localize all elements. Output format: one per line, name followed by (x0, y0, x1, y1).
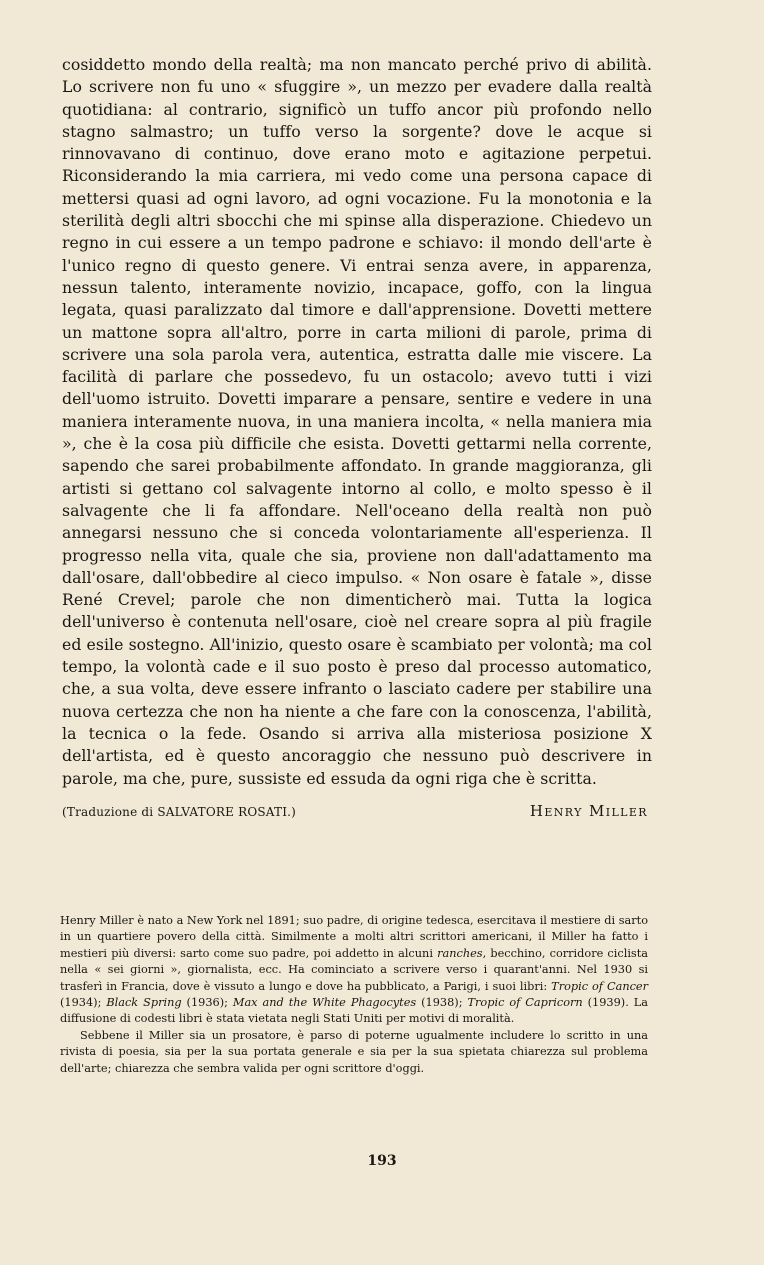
book-title: Tropic of Cancer (551, 979, 649, 993)
page-number: 193 (367, 1153, 397, 1169)
book-title: Tropic of Capricorn (467, 996, 583, 1010)
translator-credit: (Traduzione di SALVATORE ROSATI.) (62, 804, 297, 819)
author-signature: Henry Miller (529, 801, 648, 820)
note-paragraph-2: Sebbene il Miller sia un prosatore, è parso di poterne ugualmente includere lo scritto in una rivista di poesia, sia per la sua portata generale e sia per la sua spietata chiarezza sul problema dell'arte; chiarezza che sembra valida per ogni scrittore d'oggi. (60, 1028, 648, 1075)
note-text: Henry Miller è nato a New York nel 1891; suo padre, di origine tedesca, esercitava il mestiere di sarto in un quartiere povero della città. Similmente a molti altri scrittori americani, il Miller ha fatto i mestieri più diversi: sarto come suo padre, poi addetto in alcuni (60, 914, 648, 960)
book-year: (1934); (60, 996, 107, 1010)
credit-row (62, 802, 652, 820)
biographical-note (60, 913, 648, 1077)
note-paragraph-1 (60, 913, 648, 1028)
essay-body-text: cosiddetto mondo della realtà; ma non mancato perché privo di abilità. Lo scrivere non fu uno « sfuggire », un mezzo per evadere dalla realtà quotidiana: al contrario, significò un tuffo ancor più profondo nello stagno salmastro; un tuffo verso la sorgente? dove le acque si rinnovavano di continuo, dove erano moto e agitazione perpetui. Riconsiderando la mia carriera, mi vedo come una persona capace di mettersi quasi ad ogni lavoro, ad ogni vocazione. Fu la monotonia e la sterilità degli altri sbocchi che mi spinse alla disperazione. Chiedevo un regno in cui essere a un tempo padrone e schiavo: il mondo dell'arte è l'unico regno di questo genere. Vi entrai senza avere, in apparenza, nessun talento, interamente novizio, incapace, goffo, con la lingua legata, quasi paralizzato dal timore e dall'apprensione. Dovetti mettere un mattone sopra all'altro, porre in carta milioni di parole, prima di scrivere una sola parola vera, autentica, estratta dalle mie viscere. La facilità di parlare che possedevo, fu un ostacolo; avevo tutti i vizi dell'uomo istruito. Dovetti imparare a pensare, sentire e vedere in una maniera interamente nuova, in una maniera incolta, « nella maniera mia », che è la cosa più difficile che esista. Dovetti gettarmi nella corrente, sapendo che sarei probabilmente affondato. In grande maggioranza, gli artisti si gettano col salvagente intorno al collo, e molto spesso è il salvagente che li fa affondare. Nell'oceano della realtà non può annegarsi nessuno che si conceda volontariamente all'esperienza. Il progresso nella vita, quale che sia, proviene non dall'adattamento ma dall'osare, dall'obbedire al cieco impulso. « Non osare è fatale », disse René Crevel; parole che non dimenticherò mai. Tutta la logica dell'universo è contenuta nell'osare, cioè nel creare sopra al più fragile ed esile sostegno. All'inizio, questo osare è scambiato per volontà; ma col tempo, la volontà cade e il suo posto è preso dal processo automatico, che, a sua volta, deve essere infranto o lasciato cadere per stabilire una nuova certezza che non ha niente a che fare con la conoscenza, l'abilità, la tecnica o la fede. Osando si arriva alla misteriosa posizione X dell'artista, ed è questo ancoraggio che nessuno può descrivere in parole, ma che, pure, sussiste ed essuda da ogni riga che è scritta. (62, 55, 652, 788)
note-text: (1939). La diffusione di codesti libri è stata vietata negli Stati Uniti per motivi di moralità. (60, 996, 648, 1026)
note-italic-word: ranches (437, 946, 483, 960)
book-title: Max and the White Phagocytes (232, 996, 417, 1010)
book-year: (1938); (416, 996, 468, 1010)
note-text: , becchino, corridore ciclista nella « sei giorni », giornalista, ecc. Ha cominciato a scrivere verso i quarant'anni. Nel 1930 si trasferì in Francia, dove è vissuto a lungo e dove ha pubblicato, a Parigi, i suoi libri: (60, 946, 649, 993)
book-title: Black Spring (106, 996, 182, 1010)
main-column (62, 54, 652, 820)
book-year: (1936); (181, 996, 233, 1010)
